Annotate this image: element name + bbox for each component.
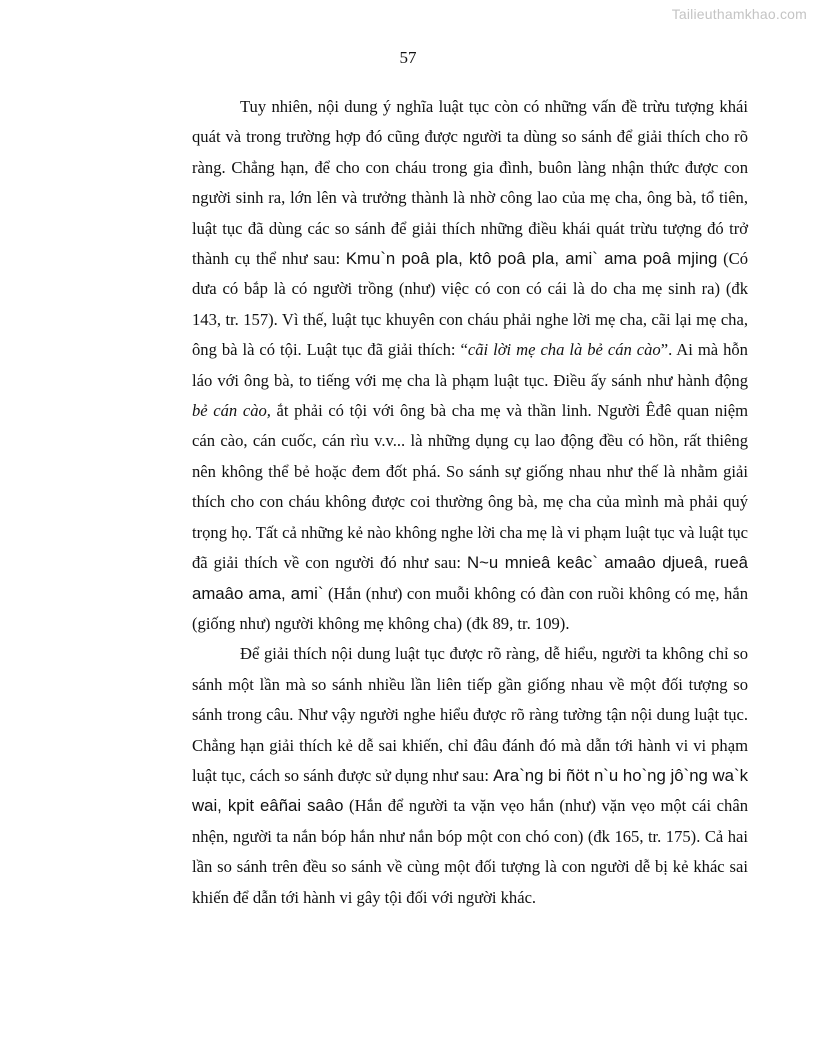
watermark: Tailieuthamkhao.com bbox=[671, 6, 807, 22]
text-segment: (Hắn (như) con muỗi không có đàn con ruồi không có mẹ, hắn (giống như) người không mẹ không cha) (đk 89, tr. 109). bbox=[192, 583, 748, 633]
text-segment: ắt phải có tội với ông bà cha mẹ và thần linh. Người Êđê quan niệm cán cào, cán cuốc, cán rìu v.v... là những dụng cụ lao động đều có hồn, rất thiêng nên không thể bẻ hoặc đem đốt phá. So sánh sự giống nhau như thế là nhằm giải thích cho con cháu không được coi thường ông bà, mẹ cha của mình mà phải quý trọng họ. Tất cả những kẻ nào không nghe lời cha mẹ là vi phạm luật tục và luật tục đã giải thích về con người đó như sau: bbox=[192, 401, 748, 573]
text-segment: (Có dưa có bắp là có người trồng (như) việc có con có cái là do cha mẹ sinh ra) (đk 143, tr. 157). Vì thế, luật tục khuyên con cháu phải nghe lời mẹ cha, cãi lại mẹ cha, ông bà là có tội. Luật tục đã giải thích: “ bbox=[192, 249, 748, 360]
paragraph bbox=[192, 92, 748, 639]
italic-phrase: bẻ cán cào, bbox=[192, 401, 271, 421]
text-segment: ”. Ai mà hỗn láo với ông bà, to tiếng với mẹ cha là phạm luật tục. Điều ấy sánh như hành động bbox=[192, 340, 748, 390]
italic-quote: cãi lời mẹ cha là bẻ cán cào bbox=[467, 340, 661, 360]
page-number: 57 bbox=[399, 48, 417, 67]
text-segment: Để giải thích nội dung luật tục được rõ ràng, dễ hiểu, người ta không chỉ so sánh một lần mà so sánh nhiều lần liên tiếp gần giống nhau về một đối tượng so sánh trong câu. Như vậy người nghe hiểu được rõ ràng tường tận nội dung luật tục. Chẳng hạn giải thích kẻ dễ sai khiến, chỉ đâu đánh đó mà dẫn tới hành vi vi phạm luật tục, cách so sánh được sử dụng như sau: bbox=[192, 644, 748, 785]
paragraph bbox=[192, 639, 748, 913]
ede-phrase: N~u mnieâ keâc` amaâo djueâ, rueâ amaâo ama, ami` bbox=[192, 553, 748, 603]
document-body bbox=[192, 92, 748, 913]
ede-phrase: Kmu`n poâ pla, ktô poâ pla, ami` ama poâ mjing bbox=[345, 249, 718, 269]
ede-phrase: Ara`ng bi ñöt n`u ho`ng jô`ng wa`k wai, kpit eâñai saâo bbox=[192, 765, 748, 816]
text-segment: (Hắn để người ta vặn vẹo hắn (như) vặn vẹo một cái chân nhện, người ta nắn bóp hắn như nắn bóp một con chó con) (đk 165, tr. 175). Cả hai lần so sánh trên đều so sánh về cùng một đối tượng là con người dễ bị kẻ khác sai khiến để dẫn tới hành vi gây tội đối với người khác. bbox=[192, 796, 748, 907]
text-segment: Tuy nhiên, nội dung ý nghĩa luật tục còn có những vấn đề trừu tượng khái quát và trong trường hợp đó cũng được người ta dùng so sánh để giải thích cho rõ ràng. Chẳng hạn, để cho con cháu trong gia đình, buôn làng nhận thức được con người sinh ra, lớn lên và trưởng thành là nhờ công lao của mẹ cha, ông bà, tổ tiên, luật tục đã dùng các so sánh để giải thích những điều khái quát trừu tượng đó trở thành cụ thể như sau: bbox=[192, 97, 748, 269]
